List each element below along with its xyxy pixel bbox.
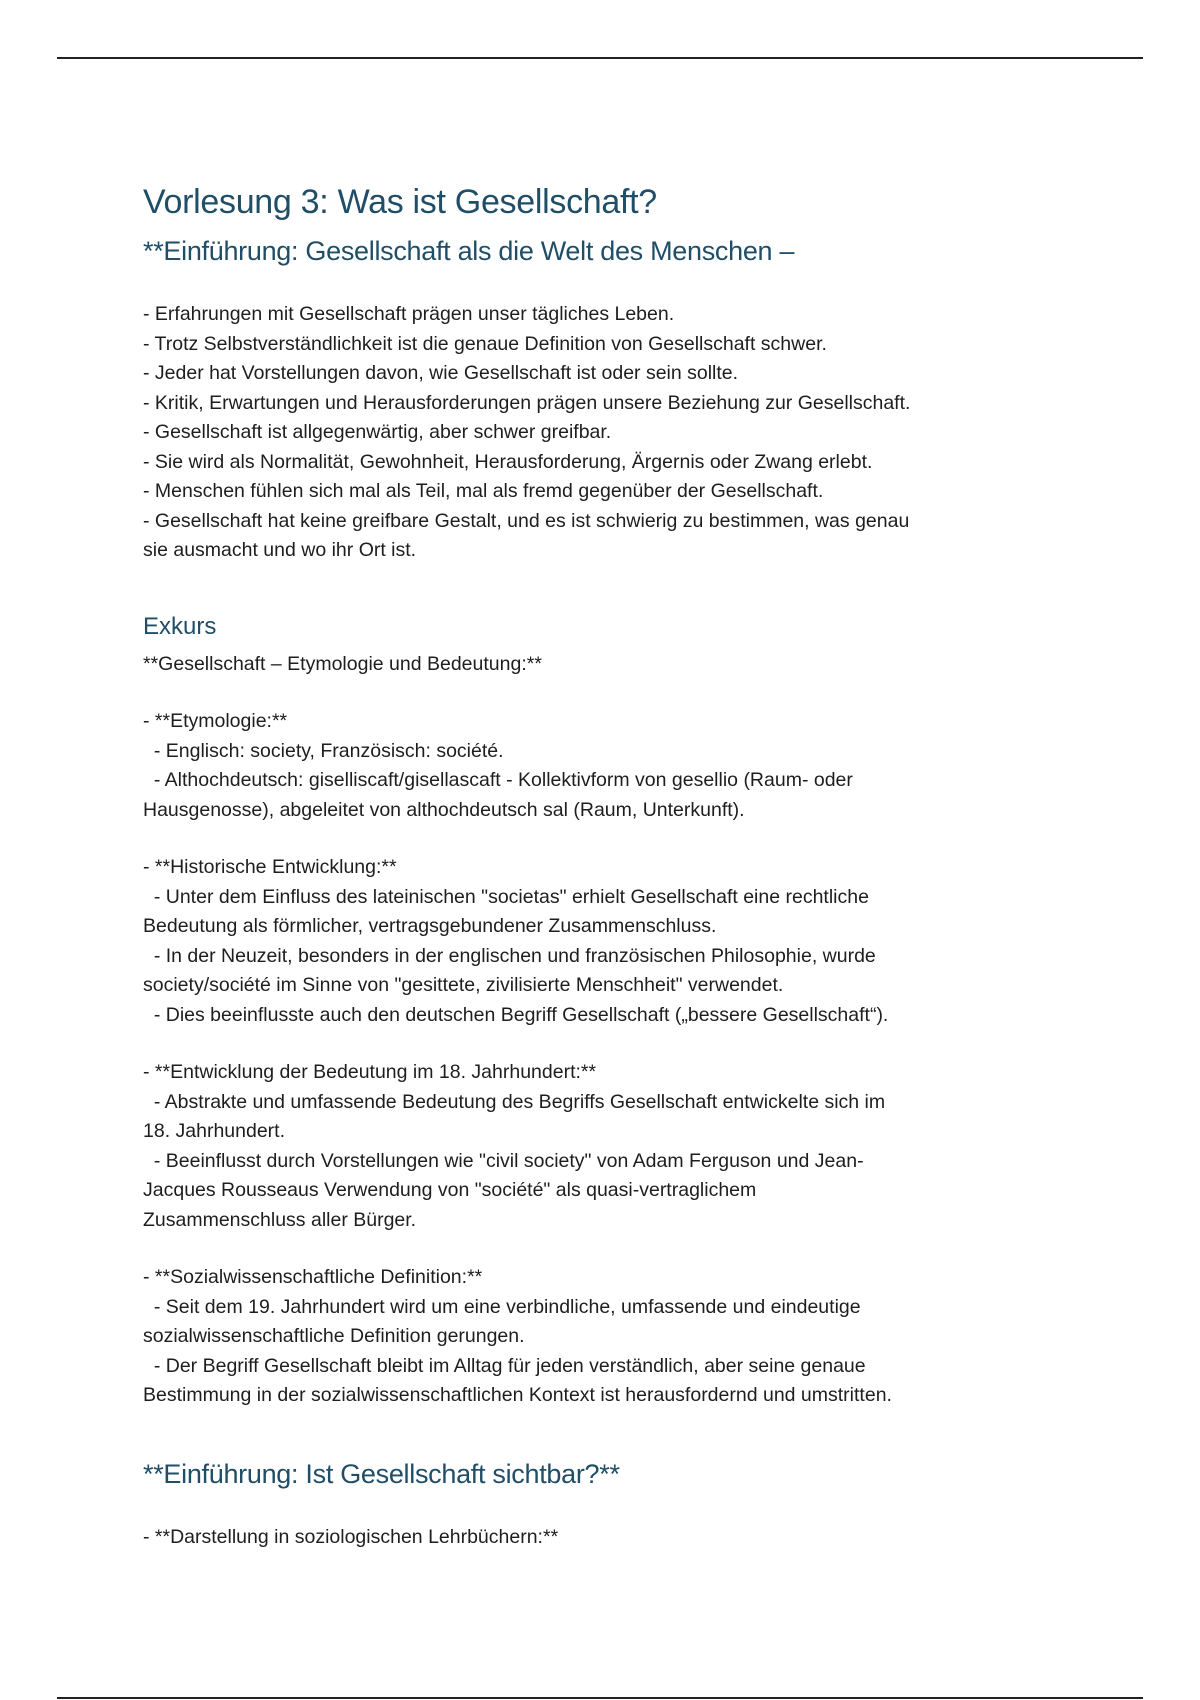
text-line: - Trotz Selbstverständlichkeit ist die genaue Definition von Gesellschaft schwer. [143, 332, 827, 355]
text-line: - **Darstellung in soziologischen Lehrbüchern:** [143, 1525, 559, 1548]
text-line: - **Sozialwissenschaftliche Definition:** [143, 1266, 483, 1288]
text-line: Hausgenosse), abgeleitet von althochdeutsch sal (Raum, Unterkunft). [143, 798, 745, 821]
text-line: 18. Jahrhundert. [143, 1120, 286, 1142]
bottom-rule [57, 1697, 1143, 1699]
intro-heading: **Einführung: Gesellschaft als die Welt des Menschen – [143, 236, 795, 266]
text-line: - **Historische Entwicklung:** [143, 856, 397, 878]
text-line: - Gesellschaft hat keine greifbare Gestalt, und es ist schwierig zu bestimmen, was genau [143, 509, 910, 532]
text-line: - Sie wird als Normalität, Gewohnheit, Herausforderung, Ärgernis oder Zwang erlebt. [143, 450, 873, 473]
text-line: - Abstrakte und umfassende Bedeutung des Begriffs Gesellschaft entwickelte sich im [143, 1090, 886, 1113]
historisch-section [143, 853, 1083, 1030]
top-rule [57, 57, 1143, 59]
text-line: - Menschen fühlen sich mal als Teil, mal als fremd gegenüber der Gesellschaft. [143, 480, 824, 502]
text-line: - Gesellschaft ist allgegenwärtig, aber schwer greifbar. [143, 421, 612, 443]
text-line: - Althochdeutsch: giselliscaft/gisellascaft - Kollektivform von gesellio (Raum- oder [143, 769, 853, 791]
text-line: - Kritik, Erwartungen und Herausforderungen prägen unsere Beziehung zur Gesellschaft. [143, 391, 911, 414]
text-line: - **Etymologie:** [143, 710, 288, 732]
page-title: Vorlesung 3: Was ist Gesellschaft? [143, 183, 657, 221]
text-line: Bedeutung als förmlicher, vertragsgebundener Zusammenschluss. [143, 915, 717, 937]
text-line: society/société im Sinne von "gesittete, zivilisierte Menschheit" verwendet. [143, 974, 784, 996]
intro-list [143, 300, 1083, 566]
text-line: sie ausmacht und wo ihr Ort ist. [143, 539, 417, 561]
sichtbar-heading: **Einführung: Ist Gesellschaft sichtbar?** [143, 1458, 620, 1489]
text-line: - Dies beeinflusste auch den deutschen Begriff Gesellschaft („bessere Gesellschaft“). [143, 1003, 889, 1026]
text-line: - Der Begriff Gesellschaft bleibt im Alltag für jeden verständlich, aber seine genaue [143, 1354, 866, 1377]
text-line: - Englisch: society, Französisch: société. [143, 739, 504, 762]
exkurs-subheading: **Gesellschaft – Etymologie und Bedeutung:** [143, 652, 542, 675]
document-body [143, 180, 1083, 1552]
sozialwiss-section [143, 1263, 1083, 1411]
text-line: - Jeder hat Vorstellungen davon, wie Gesellschaft ist oder sein sollte. [143, 362, 739, 384]
text-line: - Seit dem 19. Jahrhundert wird um eine verbindliche, umfassende und eindeutige [143, 1295, 861, 1318]
text-line: Jacques Rousseaus Verwendung von "société" als quasi-vertraglichem [143, 1179, 757, 1201]
jahrhundert-section [143, 1058, 1083, 1235]
text-line: - In der Neuzeit, besonders in der englischen und französischen Philosophie, wurde [143, 944, 876, 967]
sichtbar-section [143, 1523, 1083, 1553]
text-line: Bestimmung in der sozialwissenschaftlichen Kontext ist herausfordernd und umstritten. [143, 1384, 892, 1406]
text-line: - Erfahrungen mit Gesellschaft prägen unser tägliches Leben. [143, 303, 675, 325]
text-line: - Unter dem Einfluss des lateinischen "societas" erhielt Gesellschaft eine rechtliche [143, 885, 869, 908]
text-line: - Beeinflusst durch Vorstellungen wie "civil society" von Adam Ferguson und Jean- [143, 1149, 864, 1172]
text-line: sozialwissenschaftliche Definition gerungen. [143, 1325, 525, 1347]
exkurs-heading: Exkurs [143, 612, 217, 640]
text-line: - **Entwicklung der Bedeutung im 18. Jahrhundert:** [143, 1061, 597, 1083]
text-line: Zusammenschluss aller Bürger. [143, 1208, 417, 1231]
etymologie-section [143, 707, 1083, 825]
